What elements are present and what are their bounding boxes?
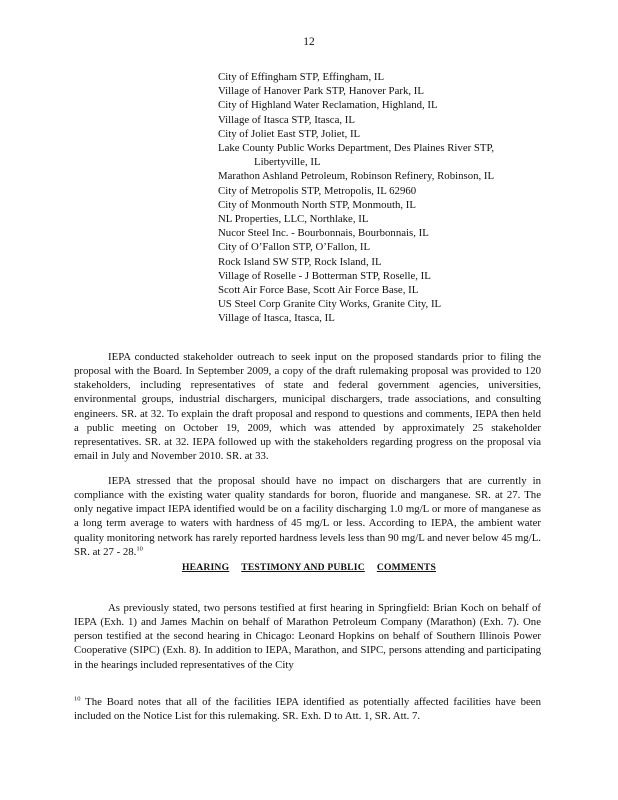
list-item: City of Highland Water Reclamation, Highland, IL <box>218 99 438 112</box>
facility-list <box>218 70 538 326</box>
list-item: City of Joliet East STP, Joliet, IL <box>218 127 361 140</box>
heading-part: TESTIMONY AND PUBLIC <box>241 562 365 573</box>
footnote-reference: 10 <box>136 545 143 553</box>
list-item: City of O’Fallon STP, O’Fallon, IL <box>218 241 371 254</box>
list-item: Rock Island SW STP, Rock Island, IL <box>218 255 382 268</box>
impact-paragraph <box>74 474 541 559</box>
list-item: Scott Air Force Base, Scott Air Force Base, IL <box>218 284 419 297</box>
testimony-paragraph <box>74 601 541 672</box>
list-item: City of Monmouth North STP, Monmouth, IL <box>218 198 416 211</box>
list-item: City of Metropolis STP, Metropolis, IL 62960 <box>218 184 417 197</box>
list-item: Lake County Public Works Department, Des Plaines River STP, Libertyville, IL <box>218 142 495 169</box>
footnote-text: The Board notes that all of the facilities IEPA identified as potentially affected facilities have been included on the Notice List for this rulemaking. SR. Exh. D to Att. 1, SR. Att. 7. <box>74 695 541 722</box>
list-item: Village of Itasca, Itasca, IL <box>218 312 335 325</box>
heading-part: COMMENTS <box>376 562 436 573</box>
heading-part: HEARING <box>181 562 230 573</box>
list-item: US Steel Corp Granite City Works, Granite City, IL <box>218 298 442 311</box>
list-item: Nucor Steel Inc. - Bourbonnais, Bourbonnais, IL <box>218 227 429 240</box>
section-heading <box>0 562 618 573</box>
list-item: NL Properties, LLC, Northlake, IL <box>218 213 369 226</box>
footnote <box>74 695 541 723</box>
paragraph-text: As previously stated, two persons testified at first hearing in Springfield: Brian Koch on behalf of IEPA (Exh. 1) and James Machin on behalf of Marathon Petroleum Company (Marathon) (Exh. 7). One person testified at the second hearing in Chicago: Leonard Hopkins on behalf of Southern Illinois Power Cooperative (SIPC) (Exh. 8). In addition to IEPA, Marathon, and SIPC, persons attending and participating in the hearings included representatives of the City <box>74 601 541 671</box>
list-item: Marathon Ashland Petroleum, Robinson Refinery, Robinson, IL <box>218 170 495 183</box>
list-item: City of Effingham STP, Effingham, IL <box>218 71 385 83</box>
list-item: Village of Roselle - J Botterman STP, Roselle, IL <box>218 269 431 282</box>
page-number: 12 <box>303 36 315 48</box>
paragraph-text: IEPA stressed that the proposal should have no impact on dischargers that are currently in compliance with the existing water quality standards for boron, fluoride and manganese. SR. at 27. The only negative impact IEPA identified would be on a facility discharging 1.0 mg/L or more of manganese as a long term average to waters with hardness of 45 mg/L or less. According to IEPA, the ambient water quality monitoring network has rarely reported hardness levels less than 90 mg/L and never below 45 mg/L. SR. at 27 - 28. <box>74 474 541 558</box>
paragraph-text: IEPA conducted stakeholder outreach to seek input on the proposed standards prior to filing the proposal with the Board. In September 2009, a copy of the draft rulemaking proposal was provided to 120 stakeholders, including representatives of state and federal government agencies, universities, environmental groups, industrial dischargers, municipal dischargers, trade associations, and consulting engineers. SR. at 32. To explain the draft proposal and respond to questions and comments, IEPA then held a public meeting on October 19, 2009, which was attended by approximately 25 stakeholder representatives. SR. at 32. IEPA followed up with the stakeholders regarding progress on the proposal via email in July and November 2010. SR. at 33. <box>74 350 541 463</box>
list-item: Village of Hanover Park STP, Hanover Park, IL <box>218 85 424 98</box>
footnote-marker: 10 <box>74 695 81 703</box>
list-item: Village of Itasca STP, Itasca, IL <box>218 113 355 126</box>
stakeholder-outreach-paragraph <box>74 350 541 464</box>
